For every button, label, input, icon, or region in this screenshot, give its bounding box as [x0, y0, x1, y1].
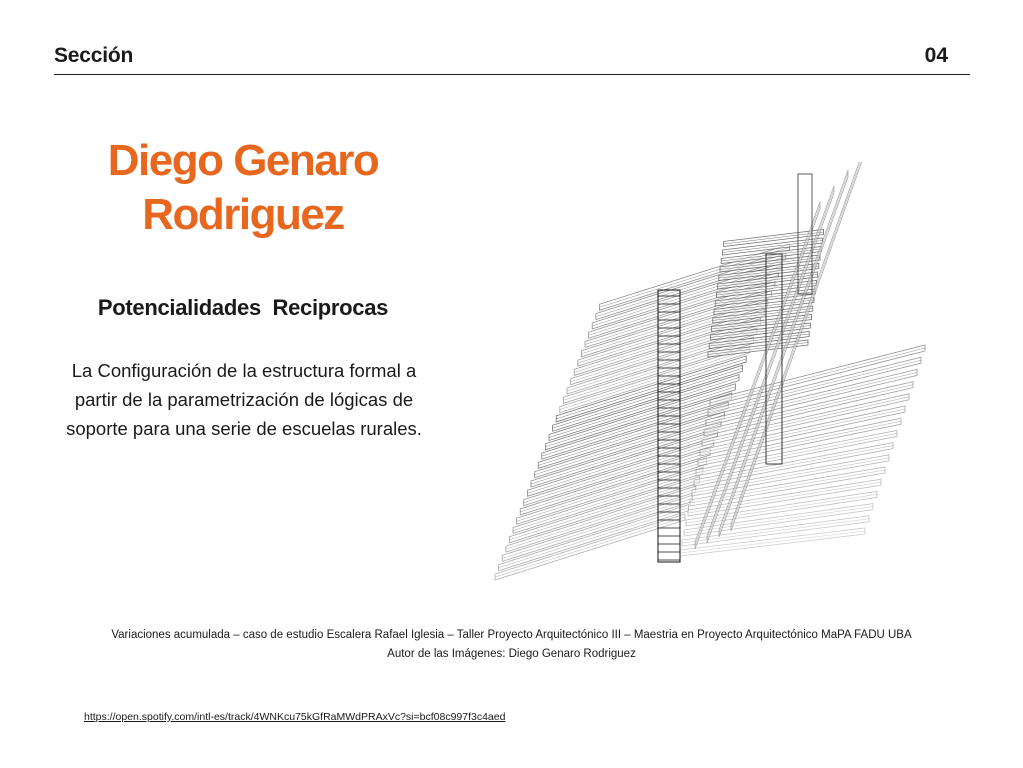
subtitle: Potencialidades Reciprocas	[97, 295, 389, 320]
title-line-1: Diego Genaro	[107, 136, 379, 185]
caption-line-2: Autor de las Imágenes: Diego Genaro Rodriguez	[387, 648, 636, 660]
header-divider	[54, 74, 970, 75]
image-caption	[40, 626, 983, 664]
header-section-label: Sección	[54, 44, 134, 67]
page-number: 04	[924, 44, 948, 67]
caption-line-1: Variaciones acumulada – caso de estudio Escalera Rafael Iglesia – Taller Proyecto Arquitectónico III – Maestria en Proyecto Arquitectónico MaPA FADU UBA	[111, 629, 912, 641]
architectural-drawing	[490, 162, 940, 588]
description-text: La Configuración de la estructura formal a partir de la parametrización de lógicas de soporte para una serie de escuelas rurales.	[66, 360, 422, 439]
page-title	[40, 134, 446, 242]
title-line-2: Rodriguez	[142, 190, 344, 239]
spotify-link[interactable]: https://open.spotify.com/intl-es/track/4WNKcu75kGfRaMWdPRAxVc?si=bcf08c997f3c4aed	[84, 711, 506, 723]
